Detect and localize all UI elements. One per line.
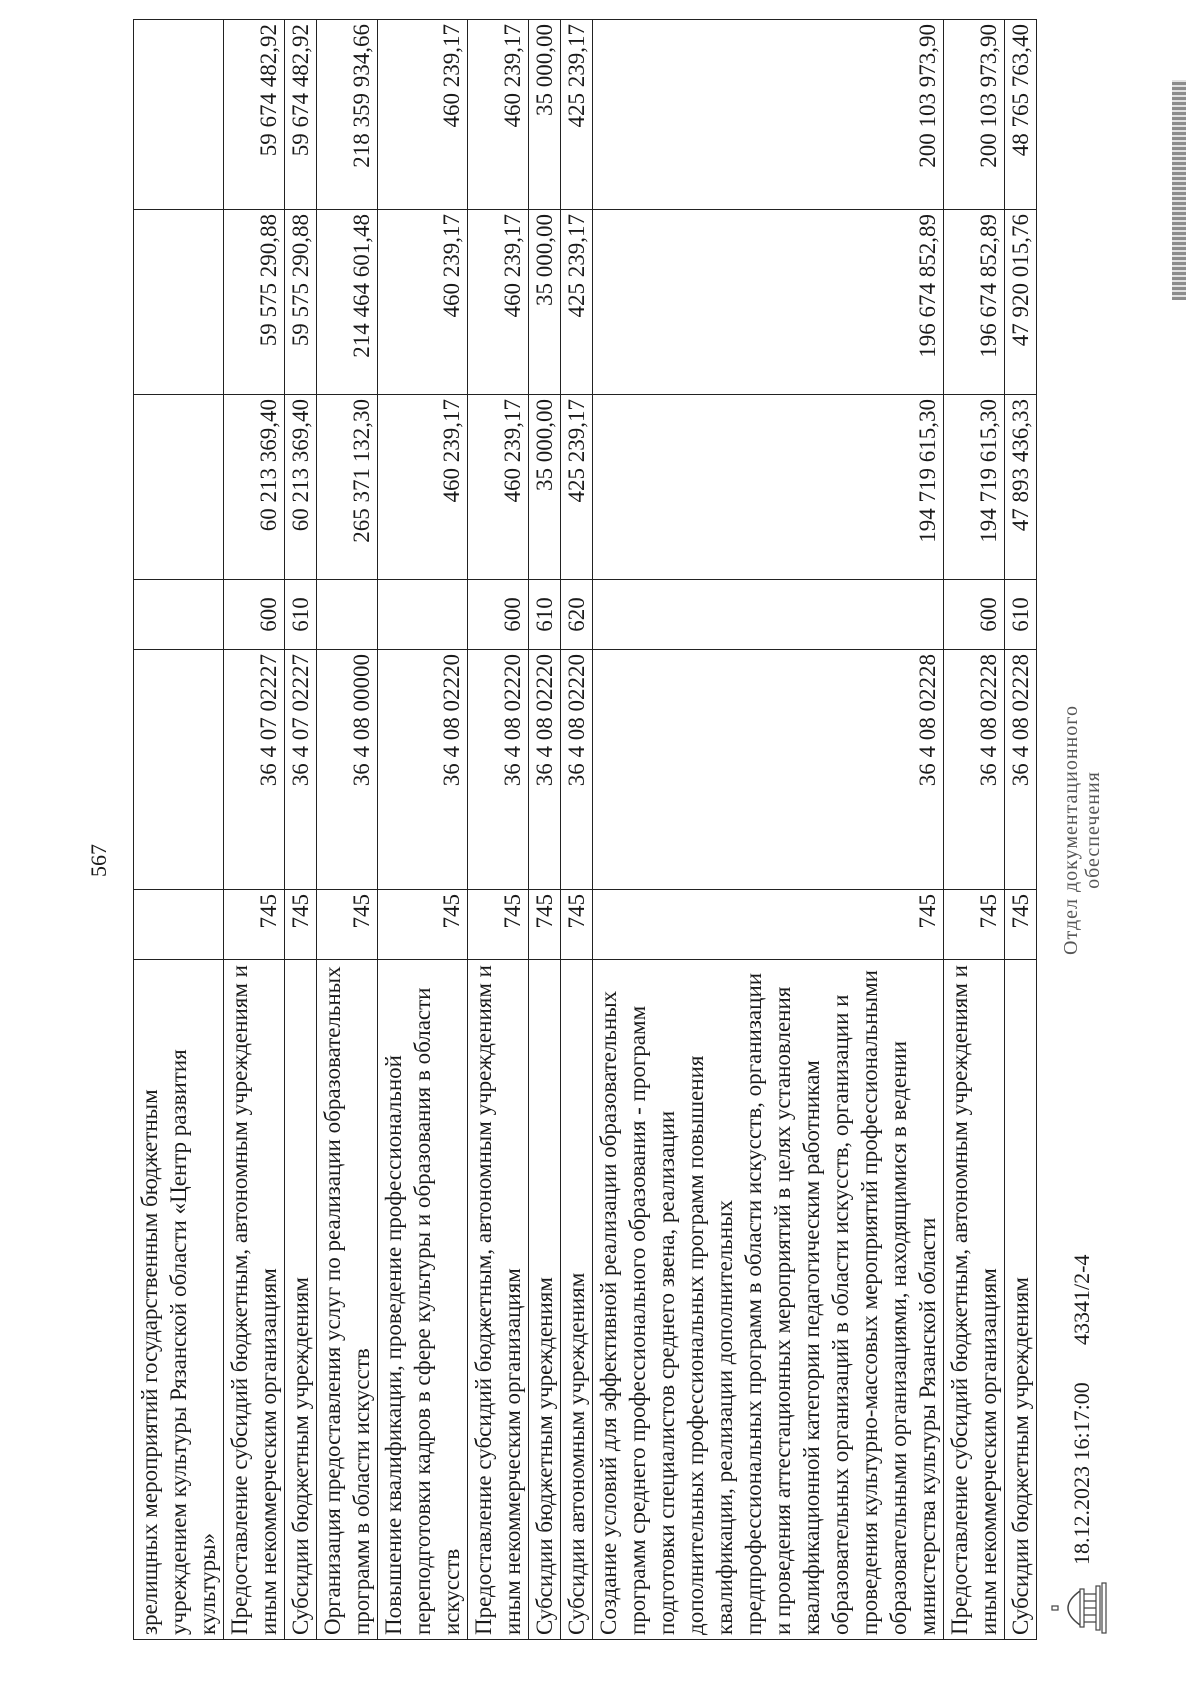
row-name: Предоставление субсидий бюджетным, автономным учреждениям и иным некоммерческим организациям	[944, 960, 1005, 1640]
row-name: Организация предоставления услуг по реализации образовательных программ в области искусств	[317, 960, 378, 1640]
row-name: Предоставление субсидий бюджетным, автономным учреждениям и иным некоммерческим организациям	[224, 960, 285, 1640]
row-expense-type	[317, 580, 378, 650]
row-expense-type	[378, 580, 468, 650]
row-target-article: 36 4 08 02220	[529, 650, 561, 890]
table-row	[944, 20, 1005, 1640]
row-name: Повышение квалификации, проведение профессиональной переподготовки кадров в сфере культуры и образования в области искусств	[378, 960, 468, 1640]
row-amount-2024: 460 239,17	[468, 395, 529, 580]
row-amount-2026: 59 674 482,92	[224, 20, 285, 210]
row-amount-2025: 196 674 852,89	[944, 210, 1005, 395]
row-target-article: 36 4 08 02228	[593, 650, 944, 890]
row-amount-2024: 425 239,17	[561, 395, 593, 580]
row-amount-2026: 200 103 973,90	[593, 20, 944, 210]
page-number: 567	[86, 844, 111, 877]
row-amount-2024	[134, 395, 224, 580]
table-row	[529, 20, 561, 1640]
row-amount-2024: 47 893 436,33	[1005, 395, 1037, 580]
row-amount-2026: 218 359 934,66	[317, 20, 378, 210]
table-row	[285, 20, 317, 1640]
scan-edge-mark	[1172, 80, 1186, 300]
row-target-article: 36 4 08 00000	[317, 650, 378, 890]
table-row	[134, 20, 224, 1640]
row-amount-2024: 265 371 132,30	[317, 395, 378, 580]
row-target-article: 36 4 08 02228	[944, 650, 1005, 890]
row-name: Предоставление субсидий бюджетным, автономным учреждениям и иным некоммерческим организациям	[468, 960, 529, 1640]
row-ministry-code: 745	[561, 890, 593, 960]
row-target-article: 36 4 08 02220	[561, 650, 593, 890]
duma-logo	[1050, 1579, 1108, 1637]
table-row	[224, 20, 285, 1640]
row-name: Субсидии бюджетным учреждениям	[529, 960, 561, 1640]
row-amount-2025: 214 464 601,48	[317, 210, 378, 395]
footer-date: 18.12.2023 16:17:00	[1069, 1382, 1094, 1565]
department-stamp	[1060, 665, 1104, 995]
row-amount-2024: 60 213 369,40	[285, 395, 317, 580]
row-expense-type: 610	[1005, 580, 1037, 650]
row-target-article	[134, 650, 224, 890]
row-ministry-code: 745	[224, 890, 285, 960]
row-amount-2024: 60 213 369,40	[224, 395, 285, 580]
row-amount-2026: 59 674 482,92	[285, 20, 317, 210]
row-amount-2026	[134, 20, 224, 210]
row-ministry-code: 745	[944, 890, 1005, 960]
row-name: Создание условий для эффективной реализации образовательных программ среднего профессионального образования - программ подготовки специалистов среднего звена, реализации дополнительных профессиональных программ повышения квалификации, реализации дополнительных предпрофессиональных программ в области искусств, организации и проведения аттестационных мероприятий в целях установления квалификационной категории педагогическим работникам образовательных организаций в области искусств, организации и проведения культурно-массовых мероприятий профессиональными образовательными организациями, находящимися в ведении министерства культуры Рязанской области	[593, 960, 944, 1640]
row-ministry-code	[134, 890, 224, 960]
row-expense-type: 620	[561, 580, 593, 650]
row-target-article: 36 4 08 02228	[1005, 650, 1037, 890]
row-expense-type: 610	[529, 580, 561, 650]
row-ministry-code: 745	[1005, 890, 1037, 960]
table-row	[378, 20, 468, 1640]
table-row	[1005, 20, 1037, 1640]
row-amount-2025: 59 575 290,88	[285, 210, 317, 395]
row-expense-type	[134, 580, 224, 650]
row-ministry-code: 745	[529, 890, 561, 960]
row-name: зрелищных мероприятий государственным бюджетным учреждением культуры Рязанской области «Центр развития культуры»	[134, 960, 224, 1640]
row-ministry-code: 745	[317, 890, 378, 960]
row-name: Субсидии автономным учреждениям	[561, 960, 593, 1640]
row-amount-2024: 35 000,00	[529, 395, 561, 580]
row-amount-2024: 194 719 615,30	[944, 395, 1005, 580]
row-amount-2026: 425 239,17	[561, 20, 593, 210]
row-amount-2026: 200 103 973,90	[944, 20, 1005, 210]
table-row	[317, 20, 378, 1640]
row-ministry-code: 745	[468, 890, 529, 960]
table-row	[593, 20, 944, 1640]
stamp-line-1: Отдел документационного	[1060, 705, 1082, 955]
row-expense-type: 600	[944, 580, 1005, 650]
row-target-article: 36 4 08 02220	[378, 650, 468, 890]
row-amount-2025: 460 239,17	[468, 210, 529, 395]
row-amount-2025: 460 239,17	[378, 210, 468, 395]
stamp-line-2: обеспечения	[1082, 771, 1104, 889]
row-amount-2025: 47 920 015,76	[1005, 210, 1037, 395]
row-expense-type: 600	[224, 580, 285, 650]
row-ministry-code: 745	[593, 890, 944, 960]
row-amount-2025: 196 674 852,89	[593, 210, 944, 395]
row-ministry-code: 745	[378, 890, 468, 960]
row-amount-2026: 35 000,00	[529, 20, 561, 210]
table-row	[561, 20, 593, 1640]
table-row	[468, 20, 529, 1640]
row-amount-2024: 194 719 615,30	[593, 395, 944, 580]
budget-table	[133, 19, 1037, 1640]
row-ministry-code: 745	[285, 890, 317, 960]
row-name: Субсидии бюджетным учреждениям	[285, 960, 317, 1640]
row-amount-2025	[134, 210, 224, 395]
row-amount-2024: 460 239,17	[378, 395, 468, 580]
row-amount-2026: 460 239,17	[378, 20, 468, 210]
row-amount-2026: 460 239,17	[468, 20, 529, 210]
row-expense-type	[593, 580, 944, 650]
row-target-article: 36 4 07 02227	[224, 650, 285, 890]
row-amount-2025: 59 575 290,88	[224, 210, 285, 395]
row-amount-2026: 48 765 763,40	[1005, 20, 1037, 210]
row-expense-type: 610	[285, 580, 317, 650]
row-amount-2025: 425 239,17	[561, 210, 593, 395]
row-target-article: 36 4 07 02227	[285, 650, 317, 890]
footer-doc-number: 43341/2-4	[1069, 1254, 1094, 1345]
row-amount-2025: 35 000,00	[529, 210, 561, 395]
row-expense-type: 600	[468, 580, 529, 650]
row-name: Субсидии бюджетным учреждениям	[1005, 960, 1037, 1640]
row-target-article: 36 4 08 02220	[468, 650, 529, 890]
